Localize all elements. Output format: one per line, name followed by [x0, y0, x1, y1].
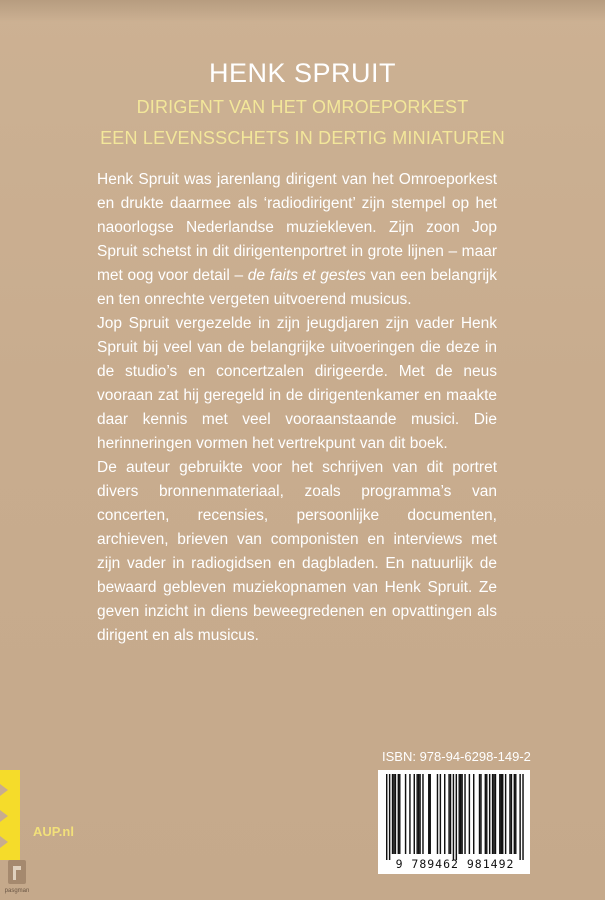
barcode-bar [440, 774, 441, 854]
barcode-bar [392, 774, 393, 854]
barcode-bar [505, 774, 506, 854]
barcode-bar [479, 774, 480, 854]
barcode-bar [499, 774, 500, 854]
barcode-bar [464, 774, 465, 854]
barcode-bar [493, 774, 494, 854]
barcode-bar [501, 774, 502, 854]
barcode-bar [509, 774, 510, 854]
barcode-bar [495, 774, 496, 854]
strip-notch [0, 784, 8, 796]
barcode-bar [469, 774, 470, 854]
barcode-bar [416, 774, 417, 854]
barcode-bar [453, 774, 454, 860]
publisher-color-strip [0, 770, 20, 860]
author-name: HENK SPRUIT [208, 58, 397, 88]
watermark-text: pasgman [4, 888, 30, 894]
barcode-bar [456, 774, 457, 860]
barcode-bar [473, 774, 474, 854]
barcode-bar [414, 774, 415, 854]
barcode-bar [519, 774, 520, 860]
barcode-bar [428, 774, 429, 854]
barcode-bar [486, 774, 487, 854]
barcode-bar [437, 774, 438, 854]
barcode-bar [514, 774, 515, 854]
barcode-bar [522, 774, 523, 860]
blurb-paragraph-3: De auteur gebruikte voor het schrijven van dit portret divers bronnenmateriaal, zoals programma’s van concerten, recensies, persoonlijke documenten, archieven, brieven van componisten en interviews met zijn vader in radiogidsen en dagbladen. En natuurlijk de bewaard gebleven muziekopnamen van Henk Spruit. Ze geven inzicht in diens beweegredenen en opvattingen als dirigent en als musicus. [97, 459, 497, 644]
strip-notch [0, 810, 8, 822]
barcode-bar [418, 774, 419, 854]
barcode-bar [515, 774, 516, 854]
barcode-bar [444, 774, 445, 854]
barcode-bar [502, 774, 503, 854]
barcode-bar [492, 774, 493, 854]
barcode-bar [430, 774, 431, 854]
publisher-url[interactable]: AUP.nl [33, 824, 74, 839]
barcode-bar [399, 774, 400, 854]
barcode-bar [480, 774, 481, 854]
barcode-bar [386, 774, 387, 860]
barcode-bar [398, 774, 399, 854]
barcode-bar [389, 774, 390, 860]
barcode-bar [448, 774, 449, 854]
barcode-bar [409, 774, 410, 854]
blurb-paragraph-1-lead: Henk Spruit was jarenlang dirigent van het Omroeporkest en drukte daarmee als ‘radiodirigent’ zijn stempel op het naoorlogse Nederlandse muziekleven. Zijn zoon Jop Spruit schetst in dit dirigentenportret in grote lijnen – maar met oog voor detail – [97, 171, 497, 284]
barcode-bar [459, 774, 460, 854]
strip-notch [0, 836, 8, 848]
barcode-bar [461, 774, 462, 854]
barcode-bar [405, 774, 406, 854]
barcode-bar [511, 774, 512, 854]
barcode-bar [393, 774, 394, 854]
blurb-paragraph-1-italic: de faits et gestes [247, 267, 366, 284]
blurb-paragraph-1 [97, 168, 497, 312]
barcode-bar [485, 774, 486, 854]
barcode-bar [460, 774, 461, 854]
isbn-label: ISBN: 978-94-6298-149-2 [382, 749, 531, 764]
barcode-bar [422, 774, 423, 854]
barcode-bar [419, 774, 420, 854]
subtitle-line-2: EEN LEVENSSCHETS IN DERTIG MINIATUREN [100, 128, 505, 148]
barcode-bar [489, 774, 490, 854]
barcode-bar [450, 774, 451, 854]
top-shadow [0, 0, 605, 22]
blurb-paragraph-2: Jop Spruit vergezelde in zijn jeugdjaren zijn vader Henk Spruit bij veel van de belangrijke uitvoeringen die deze in de studio’s en concertzalen dirigeerde. Met de neus vooraan zat hij geregeld in de dirigentenkamer en maakte daar kennis met veel vooraanstaande musici. Die herinneringen vormen het vertrekpunt van dit boek. [97, 315, 497, 452]
subtitle-line-1: DIRIGENT VAN HET OMROEPORKEST [136, 97, 469, 117]
barcode-digits: 9 789462 981492 [395, 857, 515, 871]
blurb-paragraph-1-tail: van een belangrijk en ten onrechte vergeten uitvoerend musicus. [97, 267, 497, 308]
barcode-bar [395, 774, 396, 854]
